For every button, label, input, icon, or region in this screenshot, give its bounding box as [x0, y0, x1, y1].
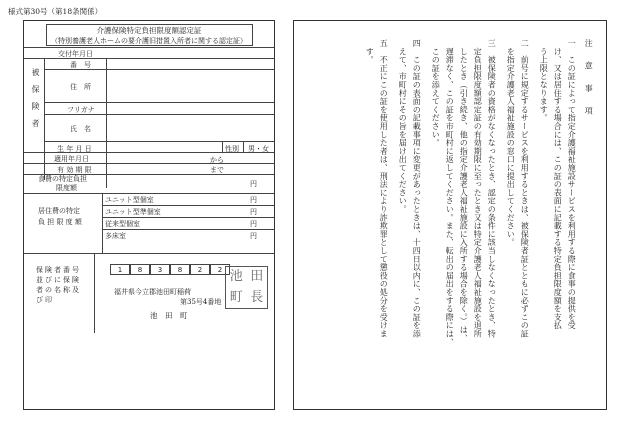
rule: [243, 141, 244, 152]
insurer-label-4: び印: [36, 296, 54, 304]
room-type-conventional-private: 従来型個室: [105, 220, 140, 228]
note-line: 定負担限度額認定証の有効期限に至ったとき又は特定介護老人福祉施設を退所: [473, 39, 483, 338]
issue-date-label: 交付年月日: [58, 50, 93, 58]
rule: [44, 69, 274, 70]
seal-char: 長: [250, 289, 264, 305]
sex-value: 男・女: [248, 145, 269, 153]
food-limit-label: 食費の特定負担: [38, 175, 87, 183]
address-label: 住 所: [70, 83, 91, 91]
valid-until-label: 有 効 期 限: [57, 166, 92, 174]
insurer-number-digit: 2: [190, 264, 210, 275]
rule: [24, 152, 274, 153]
birthdate-label: 生 年 月 日: [57, 145, 92, 153]
certificate-title: 介護保険特定負担限度額認定証: [96, 26, 202, 35]
note-line: したとき（引き続き、他の指定介護老人福祉施設に入所する場合を除く。）は、: [459, 39, 469, 343]
sex-label: 性別: [225, 145, 239, 153]
rule: [94, 253, 95, 333]
rule: [24, 253, 274, 254]
insurer-address-line-1: 福井県今立郡池田町稲荷: [114, 288, 191, 296]
from-text: から: [210, 156, 224, 164]
note-line: えて、市町村にその旨を届け出てください。: [398, 39, 408, 214]
seal-char: 池: [229, 269, 243, 284]
insurer-number-digit: 2: [210, 264, 230, 275]
insurer-label-3: 者の名称及: [36, 286, 81, 294]
note-line: を指定介護老人福祉施設の窓口に提出してください。: [506, 39, 516, 247]
room-type-multi-bed: 多床室: [105, 232, 126, 240]
rule: [106, 58, 107, 188]
note-line: 四 この証の表面の記載事項に変更があったときは、十四日以内に、この証を添: [412, 39, 422, 338]
yen-text: 円: [250, 220, 257, 228]
official-seal: [225, 266, 268, 309]
note-line: す。: [365, 39, 375, 64]
food-limit-label-2: 限度額: [56, 184, 77, 192]
note-line: 一 この証によって指定介護福祉施設サービスを利用する際に食事の提供を受: [567, 39, 577, 330]
title-frame: [46, 24, 253, 46]
applicable-date-label: 適用年月日: [54, 155, 89, 163]
insurer-number-digit: 3: [150, 264, 170, 275]
residence-limit-label: 居住費の特定: [38, 207, 80, 215]
note-line: 二 前号に規定するサービスを利用するときは、被保険者証とともに必ずこの証: [520, 39, 530, 338]
rule: [44, 58, 45, 180]
notes-panel: [293, 20, 607, 410]
note-line: 五 不正にこの証を使用した者は、刑法により詐欺罪として懲役の処分を受けま: [379, 39, 389, 338]
yen-text: 円: [250, 232, 257, 240]
furigana-label: フリガナ: [67, 106, 95, 114]
rule: [102, 193, 103, 253]
insurer-address-line-2: 第35号4番地: [180, 298, 222, 306]
note-line: う上限となります。: [539, 39, 549, 122]
until-text: まで: [210, 166, 224, 174]
certificate-front: [23, 20, 275, 410]
name-label: 氏 名: [70, 125, 91, 133]
rule: [44, 114, 274, 115]
rule: [24, 193, 274, 194]
insurer-number-digit: 1: [110, 264, 130, 275]
rule: [102, 217, 274, 218]
form-number: 様式第30号（第18条関係）: [8, 7, 103, 16]
residence-limit-label-2: 負 担 限 度 額: [38, 218, 82, 226]
insurer-label-2: 並びに保険: [36, 276, 81, 284]
rule: [102, 229, 274, 230]
insurer-number-digit: 8: [130, 264, 150, 275]
rule: [24, 58, 274, 59]
insurer-label-1: 保険者番号: [36, 266, 81, 274]
note-line: 遅滞なく、この証を市町村に返してください。また、転出の届出をする際には、: [445, 39, 455, 347]
yen-text: 円: [250, 196, 257, 204]
insurer-number-digit: 8: [170, 264, 190, 275]
rule: [102, 205, 274, 206]
note-line: 三 被保険者の資格がなくなったとき、認定の条件に該当しなくなったとき、特: [487, 39, 497, 338]
rule: [24, 47, 274, 48]
note-line: この証を添えてください。: [431, 39, 441, 147]
rule: [24, 163, 274, 164]
seal-char: 田: [250, 269, 264, 284]
note-line: け、又は居住する場合には、この証の表面に記載する特定負担限度額を支払: [553, 39, 563, 330]
number-label: 番 号: [70, 61, 91, 69]
room-type-unit-private: ユニット型個室: [105, 196, 154, 204]
insurer-name: 池 田 町: [150, 311, 188, 320]
rule: [44, 102, 274, 103]
insured-person-label: 被保険者: [31, 68, 40, 136]
yen-text: 円: [250, 208, 257, 216]
yen-text: 円: [250, 180, 257, 188]
rule: [222, 141, 223, 152]
seal-char: 町: [229, 289, 243, 305]
rule: [44, 141, 274, 142]
certificate-subtitle: （特別養護老人ホームの要介護旧措置入所者に関する認定証）: [51, 37, 247, 45]
room-type-unit-semi-private: ユニット型準個室: [105, 208, 161, 216]
notes-title: 注 意 事 項: [584, 39, 594, 121]
